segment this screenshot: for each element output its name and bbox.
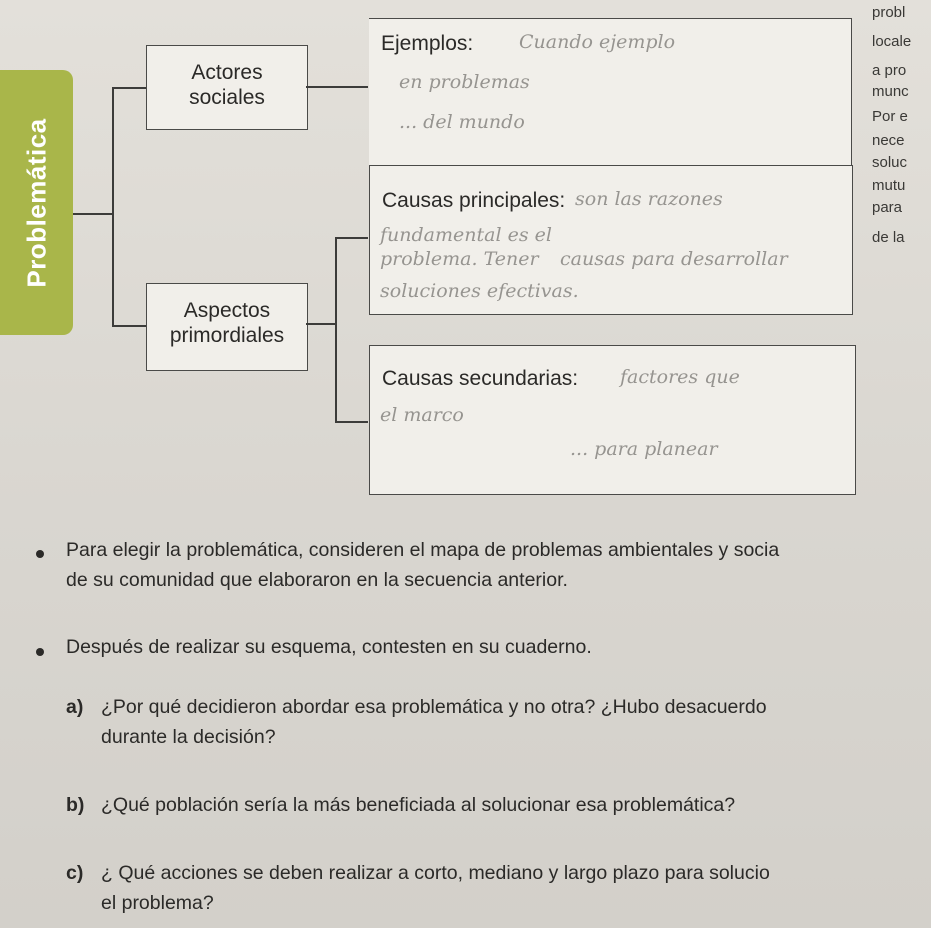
question-b-line1: ¿Qué población sería la más beneficiada al solucionar esa problemática?	[101, 794, 736, 816]
side-text: Por e	[872, 108, 908, 125]
side-text: soluc	[872, 154, 908, 171]
connector	[112, 325, 147, 327]
causas-secundarias-label: Causas secundarias:	[382, 367, 579, 390]
handwriting-line: en problemas	[399, 71, 530, 93]
bullet-icon	[36, 550, 44, 558]
handwriting-line: ... del mundo	[399, 111, 525, 133]
connector	[112, 87, 147, 89]
ejemplos-label: Ejemplos:	[381, 32, 474, 55]
handwriting-line: el marco	[380, 404, 464, 426]
instruction-1-line2: de su comunidad que elaboraron en la secuencia anterior.	[66, 569, 568, 591]
side-text: munc	[872, 83, 909, 100]
handwriting-line: son las razones	[575, 188, 723, 210]
question-c-letter: c)	[66, 862, 84, 884]
bullet-icon	[36, 648, 44, 656]
connector	[112, 87, 114, 327]
aspectos-primordiales-label: Aspectos primordiales	[169, 299, 285, 348]
side-text: mutu	[872, 177, 906, 194]
connector	[306, 86, 368, 88]
causas-principales-box	[369, 165, 853, 315]
side-text: para	[872, 199, 903, 216]
connector	[335, 237, 337, 423]
instruction-2: Después de realizar su esquema, contesten en su cuaderno.	[66, 636, 592, 658]
connector	[306, 323, 336, 325]
handwriting-line: factores que	[620, 366, 740, 388]
handwriting-line: soluciones efectivas.	[380, 280, 579, 302]
side-text: probl	[872, 4, 906, 21]
handwriting-line: problema. Tener	[380, 248, 539, 270]
problematica-label: Problemática	[21, 117, 51, 288]
connector	[335, 421, 368, 423]
question-a-line2: durante la decisión?	[101, 726, 276, 748]
causas-principales-label: Causas principales:	[382, 189, 566, 212]
connector	[73, 213, 113, 215]
handwriting-line: Cuando ejemplo	[519, 31, 676, 53]
connector	[335, 237, 368, 239]
question-c-line2: el problema?	[101, 892, 214, 914]
question-b-letter: b)	[66, 794, 85, 816]
actores-sociales-box	[146, 45, 308, 130]
side-text: a pro	[872, 62, 907, 79]
handwriting-line: fundamental es el	[380, 224, 552, 246]
instruction-1-line1: Para elegir la problemática, consideren el mapa de problemas ambientales y socia	[66, 539, 780, 561]
question-a-line1: ¿Por qué decidieron abordar esa problemática y no otra? ¿Hubo desacuerdo	[101, 696, 767, 718]
question-c-line1: ¿ Qué acciones se deben realizar a corto, mediano y largo plazo para solucio	[101, 862, 770, 884]
problematica-tab	[0, 70, 73, 335]
handwriting-line: causas para desarrollar	[560, 248, 788, 270]
causas-secundarias-box	[369, 345, 856, 495]
ejemplos-box	[369, 18, 852, 167]
side-text: locale	[872, 33, 912, 50]
handwriting-line: ... para planear	[570, 438, 718, 460]
aspectos-primordiales-box	[146, 283, 308, 371]
question-a-letter: a)	[66, 696, 84, 718]
side-text: de la	[872, 229, 905, 246]
actores-sociales-label: Actores sociales	[189, 61, 265, 110]
side-text: nece	[872, 132, 905, 149]
